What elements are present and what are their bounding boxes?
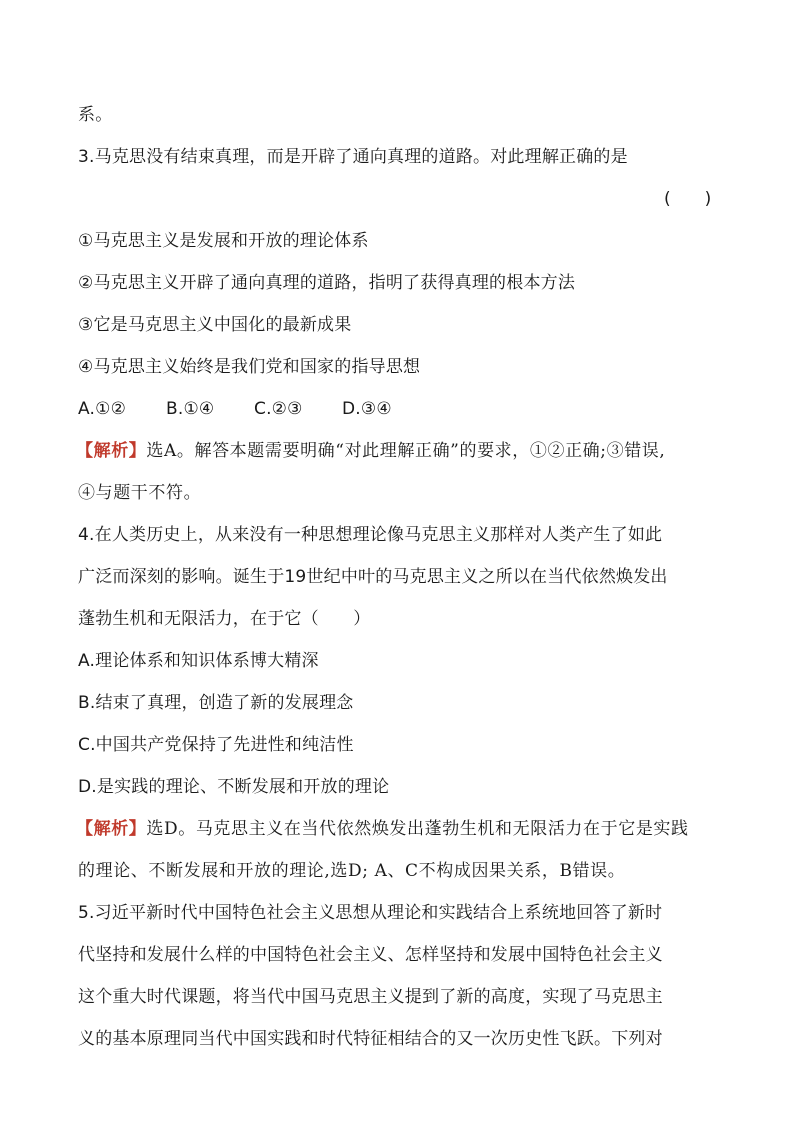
question-3-options bbox=[78, 397, 392, 421]
question-4-option-d: D.是实践的理论、不断发展和开放的理论 bbox=[78, 777, 390, 797]
option-d: D.③④ bbox=[342, 399, 392, 419]
question-4-option-a: A.理论体系和知识体系博大精深 bbox=[78, 651, 319, 671]
question-5-stem-line-4: 义的基本原理同当代中国实践和时代特征相结合的又一次历史性飞跃。下列对 bbox=[78, 1029, 663, 1049]
question-3-item-1: ①马克思主义是发展和开放的理论体系 bbox=[78, 231, 369, 251]
question-3-item-3: ③它是马克思主义中国化的最新成果 bbox=[78, 315, 352, 335]
option-c: C.②③ bbox=[254, 399, 303, 419]
answer-blank: ( ) bbox=[664, 189, 712, 209]
question-5-stem-line-2: 代坚持和发展什么样的中国特色社会主义、怎样坚持和发展中国特色社会主义 bbox=[78, 945, 663, 965]
question-5-stem-line-3: 这个重大时代课题，将当代中国马克思主义提到了新的高度，实现了马克思主 bbox=[78, 987, 663, 1007]
question-4-stem-line-2: 广泛而深刻的影响。诞生于19世纪中叶的马克思主义之所以在当代依然焕发出 bbox=[78, 567, 668, 587]
explanation-text: 选A。解答本题需要明确“对此理解正确”的要求，①②正确;③错误, bbox=[146, 441, 666, 461]
question-4-stem-line-1: 4.在人类历史上，从来没有一种思想理论像马克思主义那样对人类产生了如此 bbox=[78, 525, 663, 545]
question-4-option-b: B.结束了真理，创造了新的发展理念 bbox=[78, 693, 354, 713]
question-4-option-c: C.中国共产党保持了先进性和纯洁性 bbox=[78, 735, 354, 755]
option-b: B.①④ bbox=[166, 399, 215, 419]
question-3-explanation-line-2: ④与题干不符。 bbox=[78, 483, 202, 503]
question-3-explanation-line-1 bbox=[76, 439, 665, 463]
question-3-item-4: ④马克思主义始终是我们党和国家的指导思想 bbox=[78, 357, 421, 377]
question-4-stem-line-3: 蓬勃生机和无限活力，在于它（ ） bbox=[78, 609, 371, 629]
text-line: 系。 bbox=[78, 105, 113, 125]
question-4-explanation-line-2: 的理论、不断发展和开放的理论,选D; A、C不构成因果关系，B错误。 bbox=[78, 861, 626, 881]
analysis-tag: 【解析】 bbox=[76, 441, 147, 461]
explanation-text: 选D。马克思主义在当代依然焕发出蓬勃生机和无限活力在于它是实践 bbox=[146, 819, 689, 839]
question-5-stem-line-1: 5.习近平新时代中国特色社会主义思想从理论和实践结合上系统地回答了新时 bbox=[78, 903, 663, 923]
question-3-stem: 3.马克思没有结束真理，而是开辟了通向真理的道路。对此理解正确的是 bbox=[78, 147, 628, 167]
question-3-item-2: ②马克思主义开辟了通向真理的道路，指明了获得真理的根本方法 bbox=[78, 273, 576, 293]
option-a: A.①② bbox=[78, 399, 127, 419]
question-4-explanation-line-1 bbox=[76, 817, 689, 841]
analysis-tag: 【解析】 bbox=[76, 819, 147, 839]
